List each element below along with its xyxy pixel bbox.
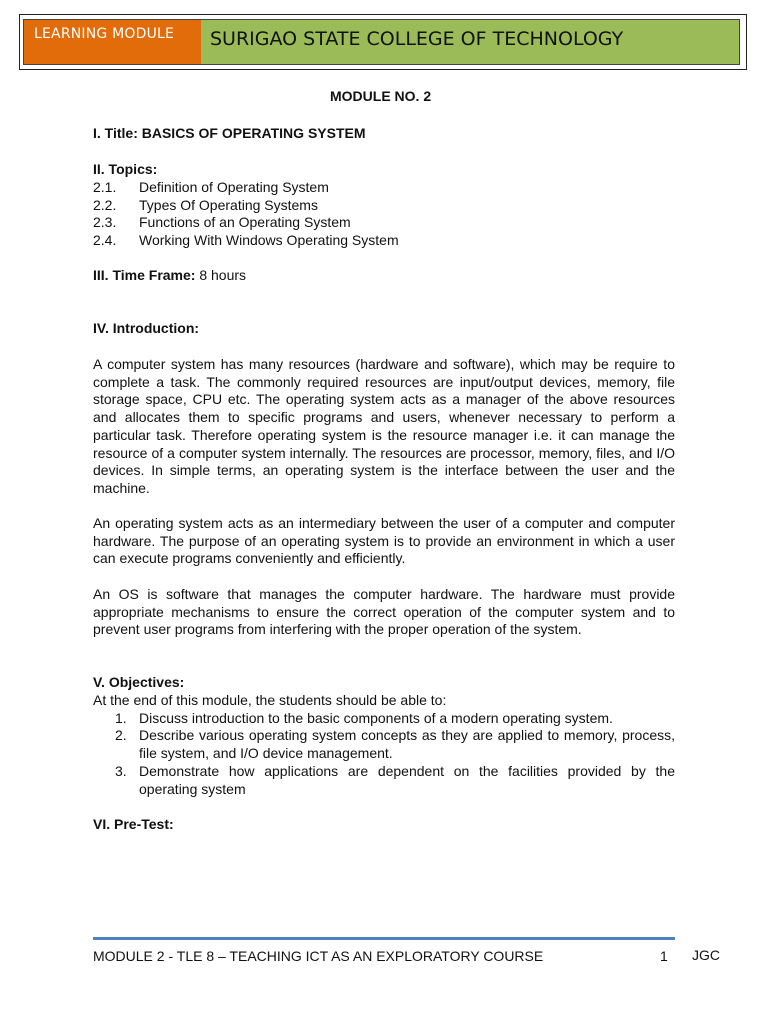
- introduction-paragraph: A computer system has many resources (hardware and software), which may be require to complete a task. The commonly required resources are input/output devices, memory, file storage space, CPU etc. The operating system acts as a manager of the above resources and allocates them to specific programs and users, whenever necessary to perform a particular task. Therefore operating system is the resource manager i.e. it can manage the resource of a computer system internally. The resources are processor, memory, files, and I/O devices. In simple terms, an operating system is the interface between the user and the machine.: [93, 356, 675, 496]
- topic-text: Working With Windows Operating System: [139, 232, 399, 248]
- topic-number: 2.3.: [93, 214, 117, 230]
- module-number-heading: MODULE NO. 2: [330, 88, 432, 104]
- objective-text: Discuss introduction to the basic components of a modern operating system.: [139, 710, 613, 726]
- topic-number: 2.4.: [93, 232, 117, 248]
- pretest-heading: VI. Pre-Test:: [93, 816, 174, 832]
- objective-text: Describe various operating system concepts as they are applied to memory, process, file system, and I/O device management.: [139, 727, 675, 761]
- topic-number: 2.2.: [93, 197, 117, 213]
- objective-item: [115, 710, 675, 728]
- introduction-paragraph: An OS is software that manages the computer hardware. The hardware must provide appropriate mechanisms to ensure the correct operation of the computer system and to prevent user programs from interfering with the proper operation of the system.: [93, 586, 675, 638]
- topic-item: [93, 214, 351, 230]
- objective-number: 2.: [115, 727, 127, 743]
- footer-initials: JGC: [692, 947, 720, 963]
- topic-item: [93, 179, 329, 195]
- title-line: [93, 125, 366, 141]
- footer-rule: [93, 937, 675, 940]
- learning-module-label: LEARNING MODULE: [24, 20, 201, 64]
- time-frame-line: [93, 267, 246, 283]
- objectives-intro: At the end of this module, the students should be able to:: [93, 692, 447, 708]
- college-name: SURIGAO STATE COLLEGE OF TECHNOLOGY: [201, 20, 739, 64]
- objective-item: [115, 727, 675, 762]
- header-banner: [23, 19, 740, 65]
- title-label: I. Title:: [93, 125, 138, 141]
- objectives-heading: V. Objectives:: [93, 674, 185, 690]
- introduction-heading: IV. Introduction:: [93, 320, 200, 336]
- objective-number: 1.: [115, 710, 127, 726]
- topic-text: Definition of Operating System: [139, 179, 329, 195]
- objective-text: Demonstrate how applications are dependent on the facilities provided by the operating system: [139, 763, 675, 797]
- topic-item: [93, 232, 399, 248]
- topics-heading: II. Topics:: [93, 161, 158, 177]
- topic-item: [93, 197, 318, 213]
- topic-text: Functions of an Operating System: [139, 214, 351, 230]
- topic-text: Types Of Operating Systems: [139, 197, 318, 213]
- introduction-paragraph: An operating system acts as an intermediary between the user of a computer and computer hardware. The purpose of an operating system is to provide an environment in which a user can execute programs conveniently and efficiently.: [93, 515, 675, 567]
- objective-number: 3.: [115, 763, 127, 779]
- footer-course-text: MODULE 2 - TLE 8 – TEACHING ICT AS AN EXPLORATORY COURSE: [93, 948, 544, 964]
- time-frame-value: 8 hours: [199, 267, 247, 283]
- time-frame-label: III. Time Frame:: [93, 267, 196, 283]
- objective-item: [115, 763, 675, 798]
- topic-number: 2.1.: [93, 179, 117, 195]
- title-value: BASICS OF OPERATING SYSTEM: [141, 125, 366, 141]
- footer-page-number: 1: [660, 948, 668, 964]
